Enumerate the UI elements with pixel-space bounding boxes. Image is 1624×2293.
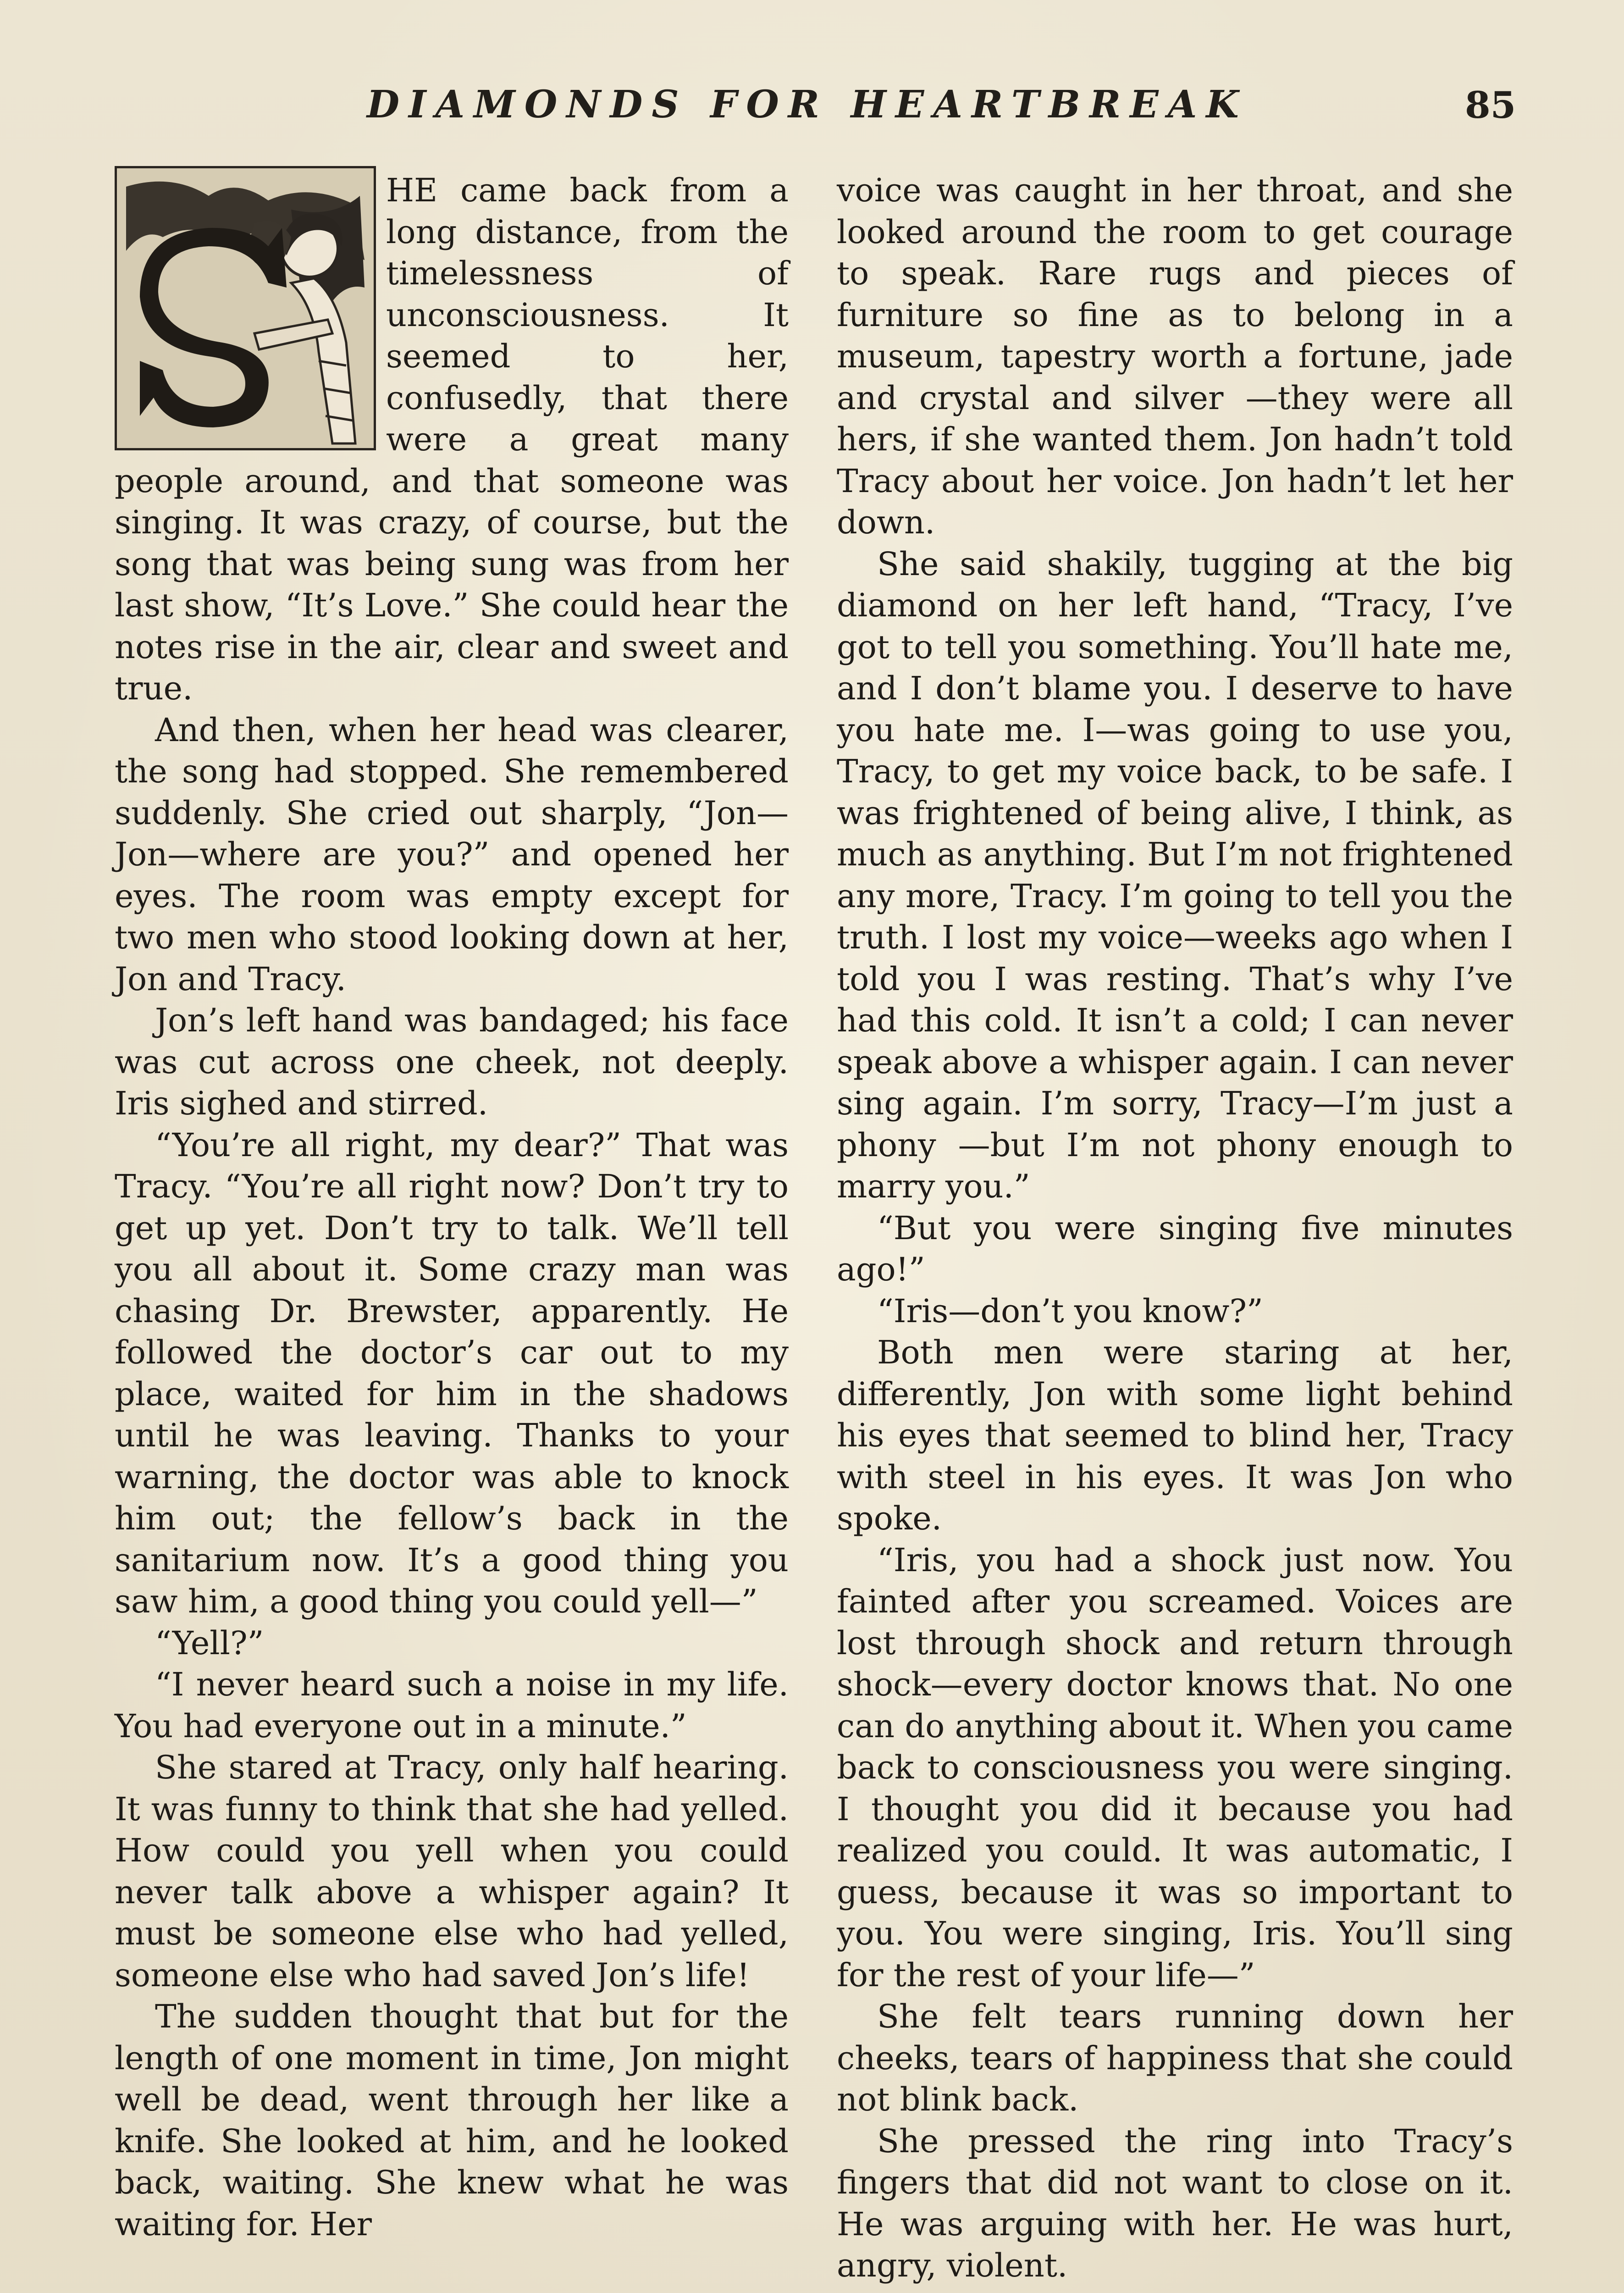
right-column bbox=[837, 170, 1513, 2287]
paragraph: “But you were singing five minutes ago!” bbox=[837, 1209, 1513, 1288]
paragraph: “Iris, you had a shock just now. You fainted after you screamed. Voices are lost through shock and return through shock—every doctor knows that. No one can do anything about it. When you came back to consciousness you were singing. I thought you did it because you had realized you could. It was automatic, I guess, because it was so important to you. You were singing, Iris. You’ll sing for the rest of your life—” bbox=[837, 1541, 1513, 1994]
drop-cap-art bbox=[117, 168, 374, 448]
paragraph: Both men were staring at her, differently, Jon with some light behind his eyes that seemed to blind her, Tracy with steel in his eyes. It was Jon who spoke. bbox=[837, 1334, 1513, 1537]
paragraph: She said shakily, tugging at the big diamond on her left hand, “Tracy, I’ve got to tell you something. You’ll hate me, and I don’t blame you. I deserve to have you hate me. I—was going to use you, Tracy, to get my voice back, to be safe. I was frightened of being alive, I think, as much as anything. But I’m not frightened any more, Tracy. I’m going to tell you the truth. I lost my voice—weeks ago when I told you I was resting. That’s why I’ve had this cold. It isn’t a cold; I can never speak above a whisper again. I can never sing again. I’m sorry, Tracy—I’m just a phony —but I’m not phony enough to marry you.” bbox=[837, 545, 1513, 1205]
running-title: DIAMONDS FOR HEARTBREAK bbox=[367, 83, 1248, 127]
paragraph: voice was caught in her throat, and she looked around the room to get courage to speak. Rare rugs and pieces of furniture so fine as to belong in a museum, tapestry worth a fortune, jade and crystal and silver —they were all hers, if she wanted them. Jon hadn’t told Tracy about her voice. Jon hadn’t let her down. bbox=[837, 172, 1513, 541]
paragraph: She felt tears running down her cheeks, tears of happiness that she could not blink back. bbox=[837, 1998, 1513, 2118]
paragraph: She pressed the ring into Tracy’s fingers that did not want to close on it. He was arguing with her. He was hurt, angry, violent. bbox=[837, 2122, 1513, 2284]
left-column bbox=[115, 170, 789, 2245]
page-number: 85 bbox=[1465, 83, 1516, 127]
paragraph: “Yell?” bbox=[155, 1624, 264, 1662]
paragraph: HE came back from a long distance, from the timelessness of unconsciousness. It seemed to her, confusedly, that there were a great many people around, and that someone was singing. It was crazy, of course, but the song that was being sung was from her last show, “It’s Love.” She could hear the notes rise in the air, clear and sweet and true. bbox=[115, 172, 789, 707]
paragraph: And then, when her head was clearer, the song had stopped. She remembered suddenly. She cried out sharply, “Jon—Jon—where are you?” and opened her eyes. The room was empty except for two men who stood looking down at her, Jon and Tracy. bbox=[115, 711, 789, 998]
paragraph: Jon’s left hand was bandaged; his face was cut across one cheek, not deeply. Iris sighed and stirred. bbox=[115, 1002, 789, 1122]
paragraph: “I never heard such a noise in my life. You had everyone out in a minute.” bbox=[115, 1666, 789, 1745]
paragraph: She stared at Tracy, only half hearing. It was funny to think that she had yelled. How could you yell when you could never talk above a whisper again? It must be someone else who had yelled, someone else who had saved Jon’s life! bbox=[115, 1749, 789, 1994]
drop-cap-illustration bbox=[115, 166, 376, 450]
paragraph: “Iris—don’t you know?” bbox=[877, 1292, 1263, 1330]
paragraph: The sudden thought that but for the length of one moment in time, Jon might well be dead, went through her like a knife. She looked at him, and he looked back, waiting. She knew what he was waiting for. Her bbox=[115, 1998, 789, 2243]
paragraph: “You’re all right, my dear?” That was Tracy. “You’re all right now? Don’t try to get up yet. Don’t try to talk. We’ll tell you all about it. Some crazy man was chasing Dr. Brewster, apparently. He followed the doctor’s car out to my place, waited for him in the shadows until he was leaving. Thanks to your warning, the doctor was able to knock him out; the fellow’s back in the sanitarium now. It’s a good thing you saw him, a good thing you could yell—” bbox=[115, 1126, 789, 1620]
